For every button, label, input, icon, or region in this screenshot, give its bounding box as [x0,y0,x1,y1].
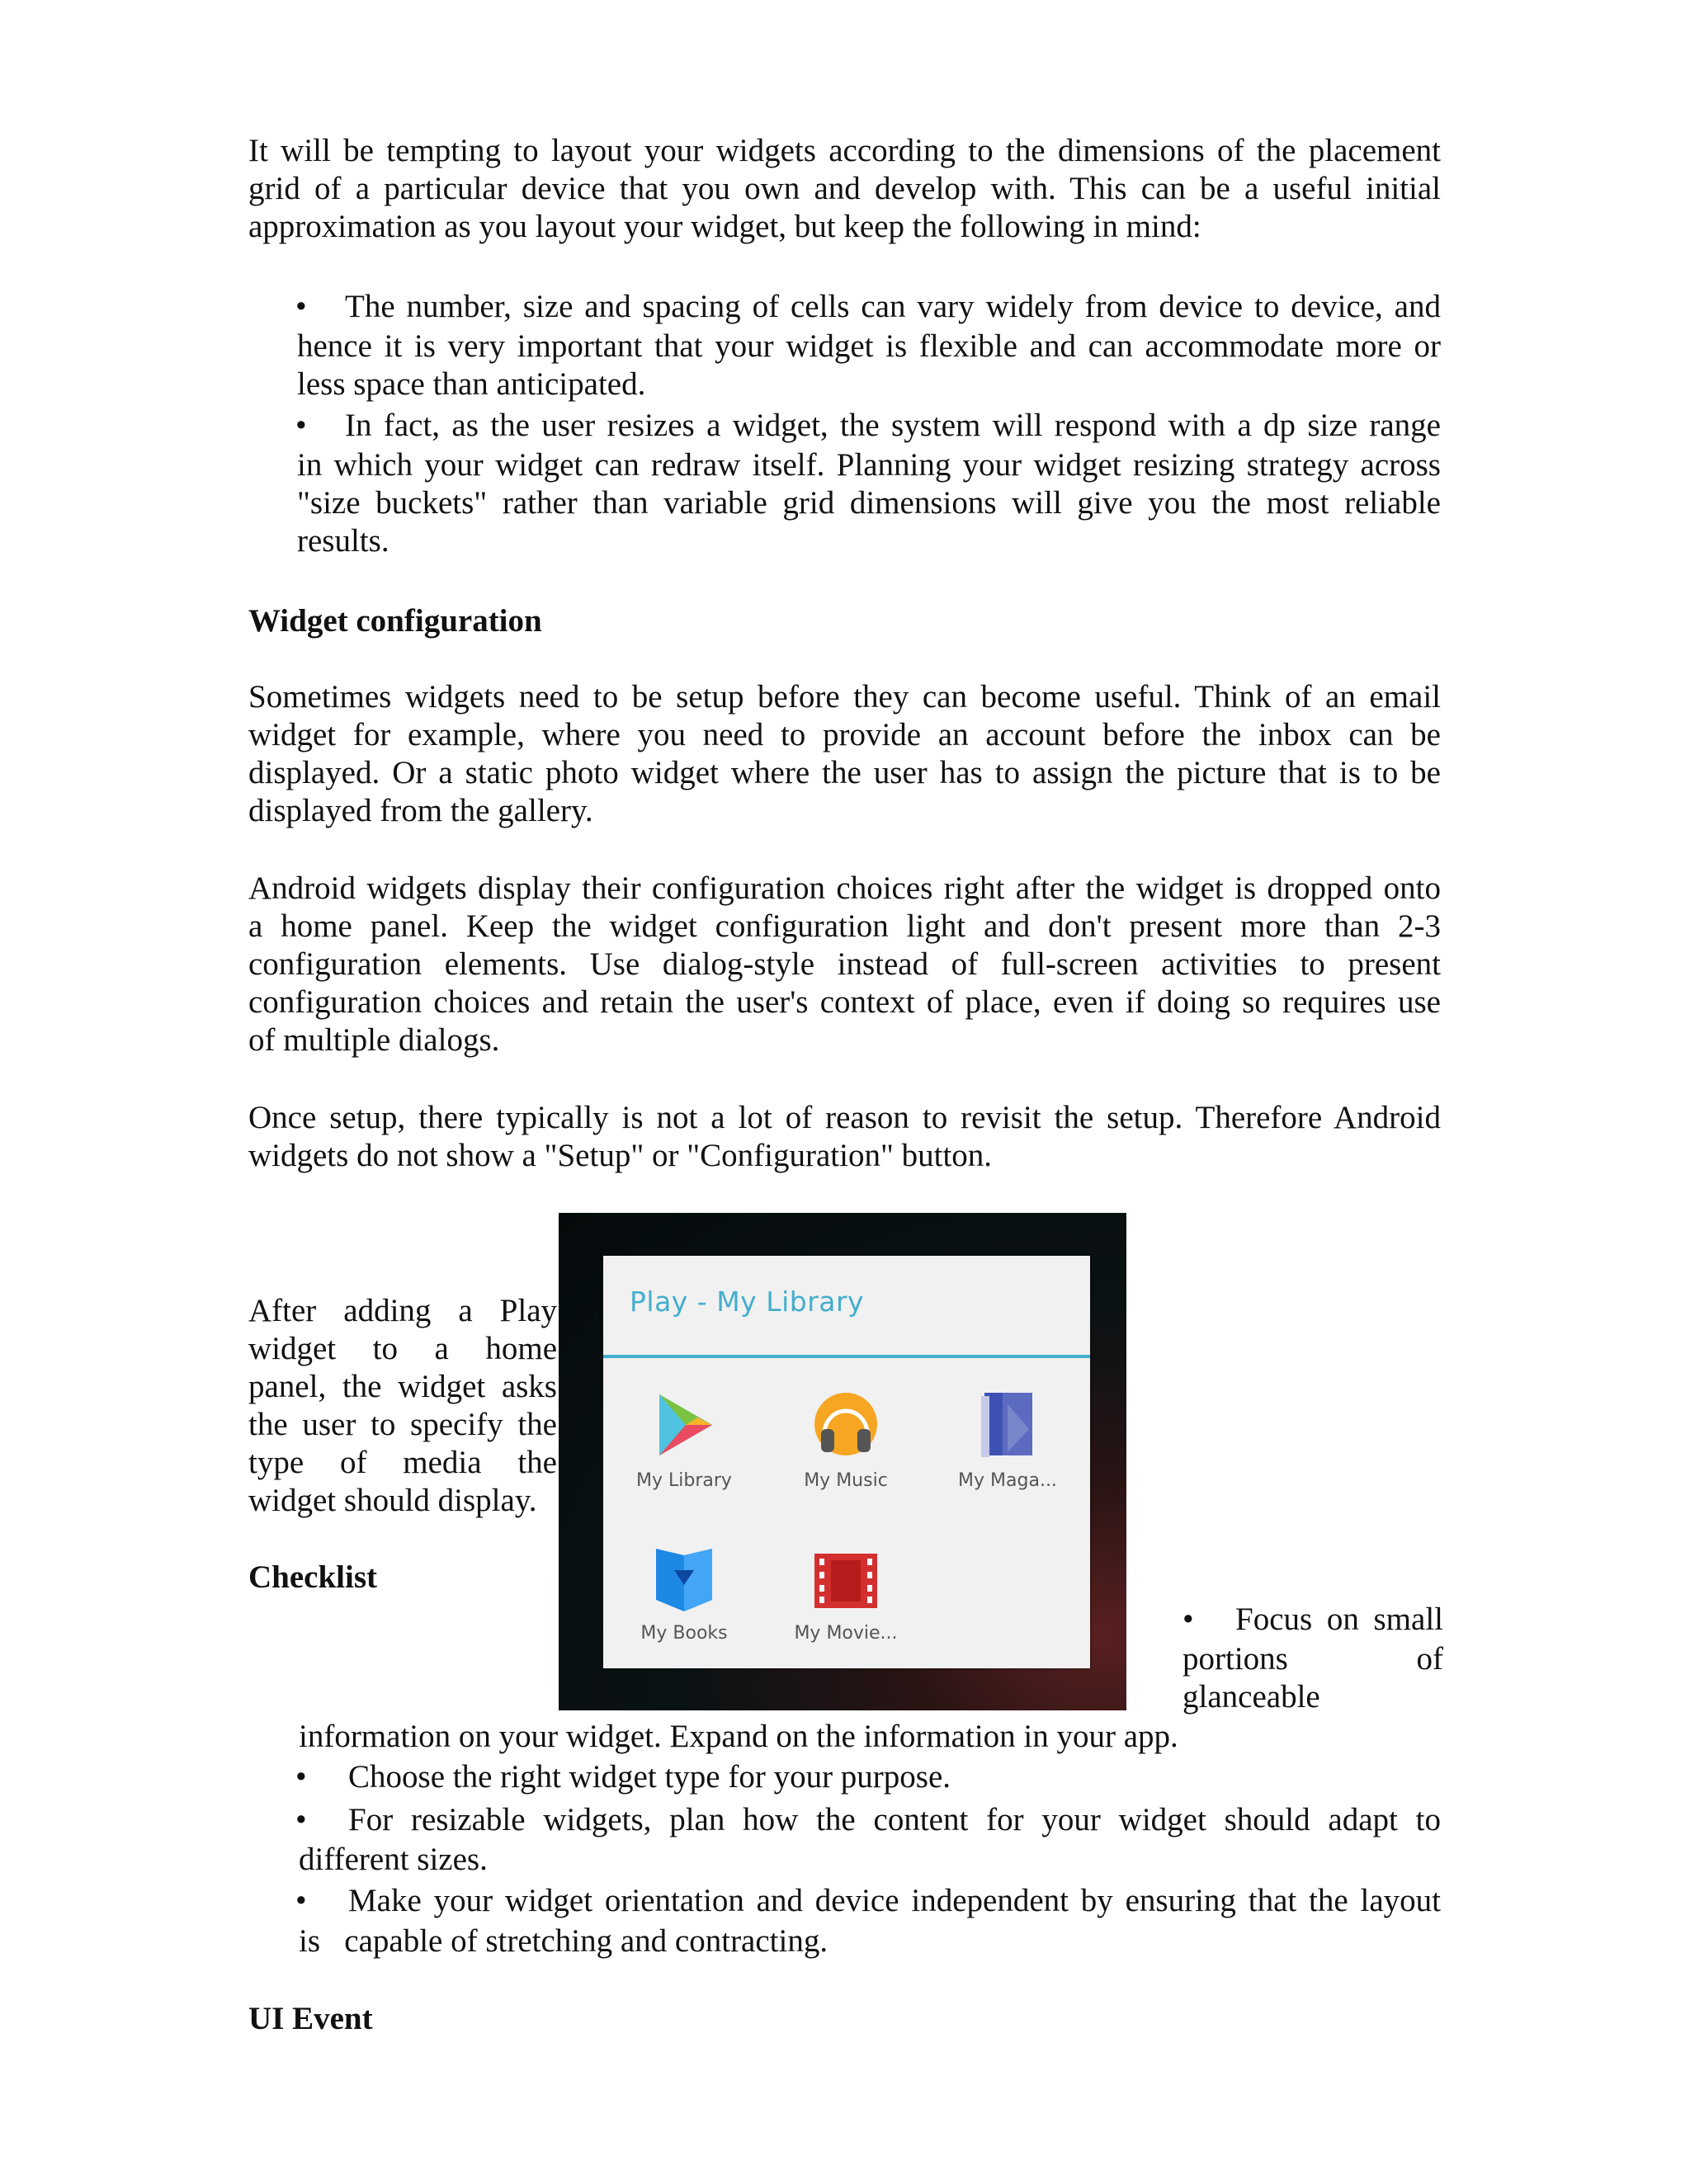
bullet-line: "size buckets" rather than variable grid dimensions will give you the most reliable [297,485,1441,521]
paragraph-line: displayed. Or a static photo widget where the user has to assign the picture that is to be [248,755,1441,790]
bullet-marker: • [295,1883,307,1918]
intro-line: approximation as you layout your widget, but keep the following in mind: [248,209,1201,244]
paragraph-line: displayed from the gallery. [248,793,593,828]
bullet-line: The number, size and spacing of cells can vary widely from device to device, and [345,289,1441,324]
dialog-item-my-library[interactable] [603,1388,765,1528]
bullet-line: hence it is very important that your widget is flexible and can accommodate more or [297,328,1441,364]
paragraph-line: widget for example, where you need to provide an account before the inbox can be [248,717,1441,752]
caption-line: widget should display. [248,1483,537,1518]
bullet-line: results. [297,523,389,559]
paragraph-line: a home panel. Keep the widget configuration light and don't present more than 2-3 [248,908,1441,944]
bullet-marker: • [295,1759,307,1795]
config-paragraph-1 [248,678,1441,830]
checklist-bullet-1-continuation: information on your widget. Expand on the information in your app. [299,1719,1178,1754]
bullet-first-line [345,407,1441,445]
bullet-marker: • [1183,1601,1194,1637]
checklist-bullet-1-right [1235,1601,1443,1639]
section-heading-ui-event: UI Event [248,2001,373,2036]
dialog-title-divider [603,1355,1090,1358]
dialog-item-my-books[interactable] [603,1540,765,1681]
checklist-bullet-3 [348,1801,1441,1839]
bullet-continuation [297,446,1441,560]
checklist-bullet-4 [348,1882,1441,1920]
film-icon [813,1540,879,1615]
section-heading-widget-configuration: Widget configuration [248,603,542,639]
bullet-line: Make your widget orientation and device independent by ensuring that the layout [348,1883,1441,1918]
paragraph-line: of multiple dialogs. [248,1022,500,1058]
config-paragraph-2 [248,870,1441,1059]
config-dialog [603,1256,1090,1668]
dialog-item-label: My Music [804,1470,888,1491]
dialog-item-label: My Library [636,1470,732,1491]
dialog-item-my-music[interactable] [765,1388,927,1528]
checklist-bullet-4-cont: is capable of stretching and contracting. [299,1923,828,1959]
dialog-title: Play - My Library [630,1285,865,1318]
paragraph-line: Sometimes widgets need to be setup before they can become useful. Think of an email [248,679,1441,715]
checklist-bullet-3-cont: different sizes. [299,1842,488,1877]
bullet-line: portions of [1183,1641,1443,1677]
bullet-marker: • [295,408,307,443]
caption-line: the user to specify the [248,1407,557,1442]
dialog-item-label: My Maga... [958,1470,1057,1491]
checklist-bullet-1-right-cont [1183,1640,1443,1716]
headphones-icon [813,1388,879,1462]
dialog-item-label: My Books [640,1623,728,1644]
caption-line: widget to a home [248,1331,557,1366]
dialog-item-label: My Movie... [794,1623,898,1644]
bullet-marker: • [295,289,307,324]
bullet-line: glanceable [1183,1679,1320,1715]
play-store-icon [651,1388,717,1462]
bullet-marker: • [295,1802,307,1837]
intro-line: It will be tempting to layout your widgets according to the dimensions of the placement [248,133,1441,168]
paragraph-line: configuration elements. Use dialog-style instead of full-screen activities to present [248,946,1441,982]
section-heading-checklist: Checklist [248,1559,377,1595]
bullet-line: less space than anticipated. [297,366,646,402]
book-icon [651,1540,717,1615]
bullet-line: In fact, as the user resizes a widget, the system will respond with a dp size range [345,408,1441,443]
paragraph-line: widgets do not show a "Setup" or "Configuration" button. [248,1138,993,1173]
intro-line: grid of a particular device that you own and develop with. This can be a useful initial [248,171,1441,206]
caption-line: After adding a Play [248,1293,557,1328]
dialog-item-my-movies[interactable] [765,1540,927,1681]
intro-paragraph [248,132,1441,246]
magazine-icon [975,1388,1041,1462]
bullet-line: For resizable widgets, plan how the content for your widget should adapt to [348,1802,1441,1837]
bullet-first-line [345,288,1441,326]
caption-line: panel, the widget asks [248,1369,557,1404]
bullet-line: Focus on small [1235,1601,1443,1637]
paragraph-line: Once setup, there typically is not a lot of reason to revisit the setup. Therefore Android [248,1100,1441,1135]
paragraph-line: Android widgets display their configuration choices right after the widget is dropped onto [248,870,1441,906]
caption-line: type of media the [248,1445,557,1480]
bullet-line: in which your widget can redraw itself. Planning your widget resizing strategy across [297,447,1441,483]
paragraph-line: configuration choices and retain the user's context of place, even if doing so requires use [248,984,1441,1020]
widget-config-screenshot [559,1213,1126,1710]
dialog-item-my-magazines[interactable] [927,1388,1088,1528]
screenshot-caption [248,1292,557,1520]
checklist-bullet-2: Choose the right widget type for your purpose. [348,1759,951,1795]
config-paragraph-3 [248,1099,1441,1175]
bullet-continuation [297,328,1441,403]
